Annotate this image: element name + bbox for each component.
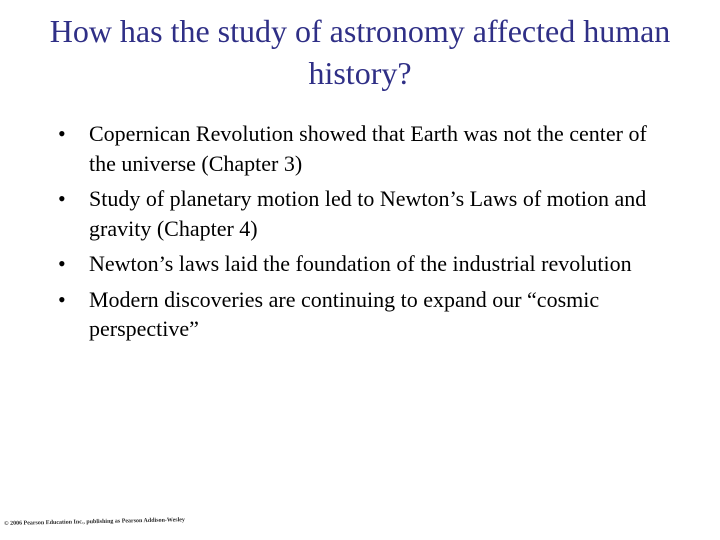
bullet-marker: • [58, 121, 66, 146]
bullet-text: Modern discoveries are continuing to expand our “cosmic perspective” [89, 286, 600, 341]
bullet-item [54, 119, 674, 178]
bullet-item [54, 184, 674, 243]
bullet-text: Study of planetary motion led to Newton’s Laws of motion and gravity (Chapter 4) [89, 186, 647, 241]
copyright-footer: © 2006 Pearson Education Inc., publishing as Pearson Addison-Wesley [4, 517, 185, 527]
bullet-item [54, 285, 674, 344]
slide-title: How has the study of astronomy affected human history? [49, 13, 671, 91]
bullet-item [54, 249, 674, 279]
bullet-text: Copernican Revolution showed that Earth was not the center of the universe (Chapter 3) [89, 121, 647, 176]
bullet-marker: • [58, 286, 66, 312]
bullet-text: Newton’s laws laid the foundation of the industrial revolution [89, 251, 632, 276]
bullet-list [54, 119, 674, 350]
bullet-marker: • [58, 251, 66, 276]
bullet-marker: • [58, 186, 66, 211]
